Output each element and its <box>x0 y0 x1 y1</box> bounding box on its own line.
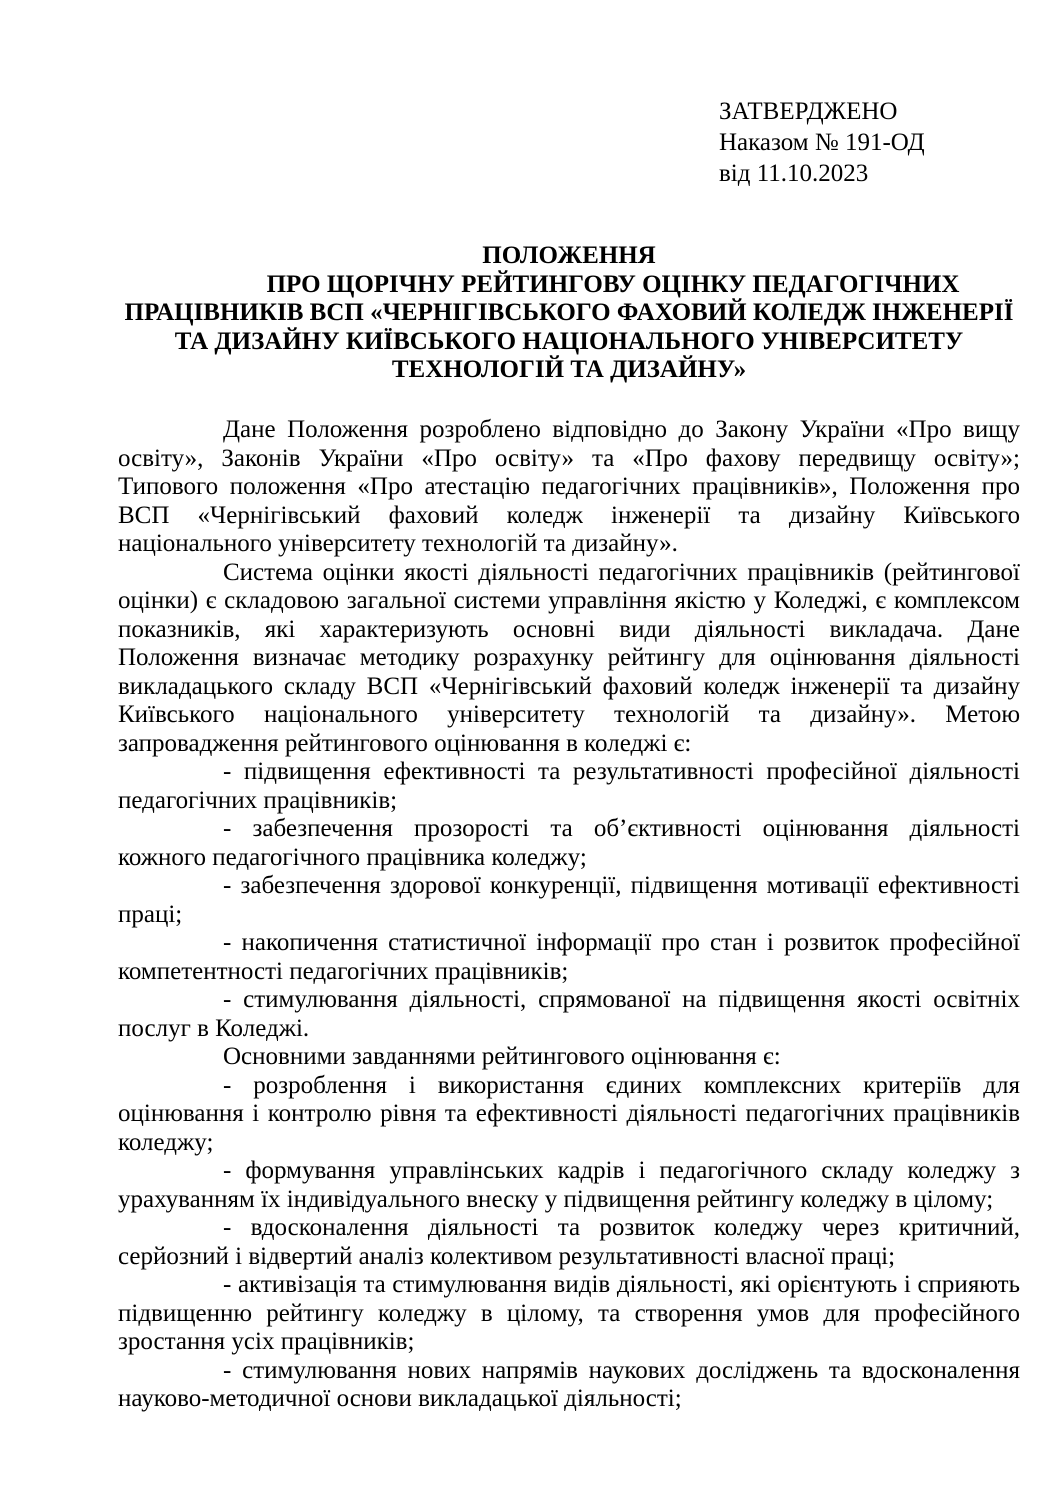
approval-date-line: від 11.10.2023 <box>719 160 869 187</box>
task-item: - стимулювання нових напрямів наукових досліджень та вдосконалення науково-методичної основи викладацької діяльності; <box>118 1356 1020 1412</box>
goal-item: - стимулювання діяльності, спрямованої на підвищення якості освітніх послуг в Коледжі. <box>118 986 1020 1042</box>
title-line-5: ТЕХНОЛОГІЙ ТА ДИЗАЙНУ» <box>391 356 747 383</box>
title-line-4: ТА ДИЗАЙНУ КИЇВСЬКОГО НАЦІОНАЛЬНОГО УНІВЕРСИТЕТУ <box>174 327 964 355</box>
document-body <box>118 416 1020 1414</box>
goal-item: - забезпечення здорової конкуренції, підвищення мотивації ефективності праці; <box>118 872 1020 928</box>
goal-item: - забезпечення прозорості та об’єктивності оцінювання діяльності кожного педагогічного працівника коледжу; <box>118 815 1020 871</box>
task-item: - формування управлінських кадрів і педагогічного складу коледжу з урахуванням їх індивідуального внеску у підвищення рейтингу коледжу в цілому; <box>118 1157 1020 1213</box>
approval-block <box>719 96 925 189</box>
goal-item: - накопичення статистичної інформації про стан і розвиток професійної компетентності педагогічних працівників; <box>118 929 1020 985</box>
paragraph-rating-system: Система оцінки якості діяльності педагогічних працівників (рейтингової оцінки) є складовою загальної системи управління якістю у Коледжі, є комплексом показників, які характеризують основні види діяльності викладача. Дане Положення визначає методику розрахунку рейтингу для оцінювання діяльності викладацького складу ВСП «Чернігівський фаховий коледж інженерії та дизайну Київського національного університету технологій та дизайну». Метою запровадження рейтингового оцінювання в коледжі є: <box>118 558 1020 757</box>
approval-approved-label: ЗАТВЕРДЖЕНО <box>719 98 898 125</box>
task-item: - розроблення і використання єдиних комплексних критеріїв для оцінювання і контролю рівня та ефективності діяльності педагогічних працівників коледжу; <box>118 1071 1020 1156</box>
document-title <box>118 242 1020 385</box>
title-line-1: ПОЛОЖЕННЯ <box>482 242 656 269</box>
paragraph-legal-basis: Дане Положення розроблено відповідно до Закону України «Про вищу освіту», Законів України «Про освіту» та «Про фахову передвищу освіту»; Типового положення «Про атестацію педагогічних працівників», Положення про ВСП «Чернігівський фаховий коледж інженерії та дизайну Київського національного університету технологій та дизайну». <box>118 416 1020 557</box>
paragraph-main-tasks-intro: Основними завданнями рейтингового оцінювання є: <box>223 1043 781 1070</box>
title-line-2: ПРО ЩОРІЧНУ РЕЙТИНГОВУ ОЦІНКУ ПЕДАГОГІЧНИХ <box>266 270 960 298</box>
task-item: - вдосконалення діяльності та розвиток коледжу через критичний, серйозний і відвертий аналіз колективом результативності власної праці; <box>118 1214 1020 1270</box>
goal-item: - підвищення ефективності та результативності професійної діяльності педагогічних працівників; <box>118 758 1020 814</box>
task-item: - активізація та стимулювання видів діяльності, які орієнтують і сприяють підвищенню рейтингу коледжу в цілому, та створення умов для професійного зростання усіх працівників; <box>118 1271 1020 1355</box>
title-line-3: ПРАЦІВНИКІВ ВСП «ЧЕРНІГІВСЬКОГО ФАХОВИЙ КОЛЕДЖ ІНЖЕНЕРІЇ <box>124 299 1014 326</box>
approval-order-line: Наказом № 191-ОД <box>719 129 925 156</box>
